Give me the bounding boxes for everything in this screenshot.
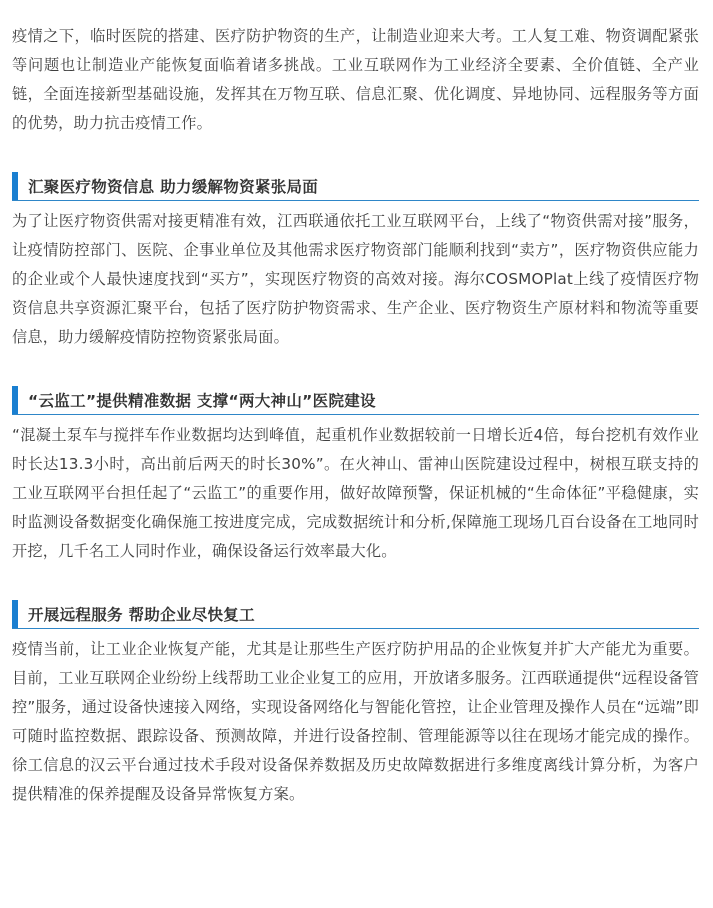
section-body-cloud-supervisor: “混凝土泵车与搅拌车作业数据均达到峰值，起重机作业数据较前一日增长近4倍，每台挖机有效作业时长达13.3小时，高出前后两天的时长30%”。在火神山、雷神山医院建设过程中，树根互联支持的工业互联网平台担任起了“云监工”的重要作用，做好故障预警，保证机械的“生命体征”平稳健康，实时监测设备数据变化确保施工按进度完成，完成数据统计和分析,保障施工现场几百台设备在工地同时开挖，几千名工人同时作业，确保设备运行效率最大化。 [12, 426, 699, 560]
section-heading-medical-supplies [12, 172, 699, 201]
section-body-medical-supplies: 为了让医疗物资供需对接更精准有效，江西联通依托工业互联网平台，上线了“物资供需对接”服务，让疫情防控部门、医院、企事业单位及其他需求医疗物资部门能顺利找到“卖方”，医疗物资供应能力的企业或个人最快速度找到“买方”，实现医疗物资的高效对接。海尔COSMOPlat上线了疫情医疗物资信息共享资源汇聚平台，包括了医疗防护物资需求、生产企业、医疗物资生产原材料和物流等重要信息，助力缓解疫情防控物资紧张局面。 [12, 212, 699, 346]
section-title: “云监工”提供精准数据 支撑“两大神山”医院建设 [28, 392, 376, 410]
section-body-remote-service: 疫情当前，让工业企业恢复产能，尤其是让那些生产医疗防护用品的企业恢复并扩大产能尤为重要。目前，工业互联网企业纷纷上线帮助工业企业复工的应用，开放诸多服务。江西联通提供“远程设备管控”服务，通过设备快速接入网络，实现设备网络化与智能化管控，让企业管理及操作人员在“远端”即可随时监控数据、跟踪设备、预测故障，并进行设备控制、管理能源等以往在现场才能完成的操作。徐工信息的汉云平台通过技术手段对设备保养数据及历史故障数据进行多维度离线计算分析，为客户提供精准的保养提醒及设备异常恢复方案。 [12, 640, 699, 803]
section-title: 汇聚医疗物资信息 助力缓解物资紧张局面 [28, 178, 319, 196]
section-accent-bar [12, 386, 18, 414]
section-title: 开展远程服务 帮助企业尽快复工 [28, 606, 255, 624]
intro-paragraph: 疫情之下，临时医院的搭建、医疗防护物资的生产，让制造业迎来大考。工人复工难、物资调配紧张等问题也让制造业产能恢复面临着诸多挑战。工业互联网作为工业经济全要素、全价值链、全产业链，全面连接新型基础设施，发挥其在万物互联、信息汇聚、优化调度、异地协同、远程服务等方面的优势，助力抗击疫情工作。 [12, 27, 699, 132]
section-heading-cloud-supervisor [12, 386, 699, 415]
section-accent-bar [12, 172, 18, 200]
section-accent-bar [12, 600, 18, 628]
section-heading-remote-service [12, 600, 699, 629]
